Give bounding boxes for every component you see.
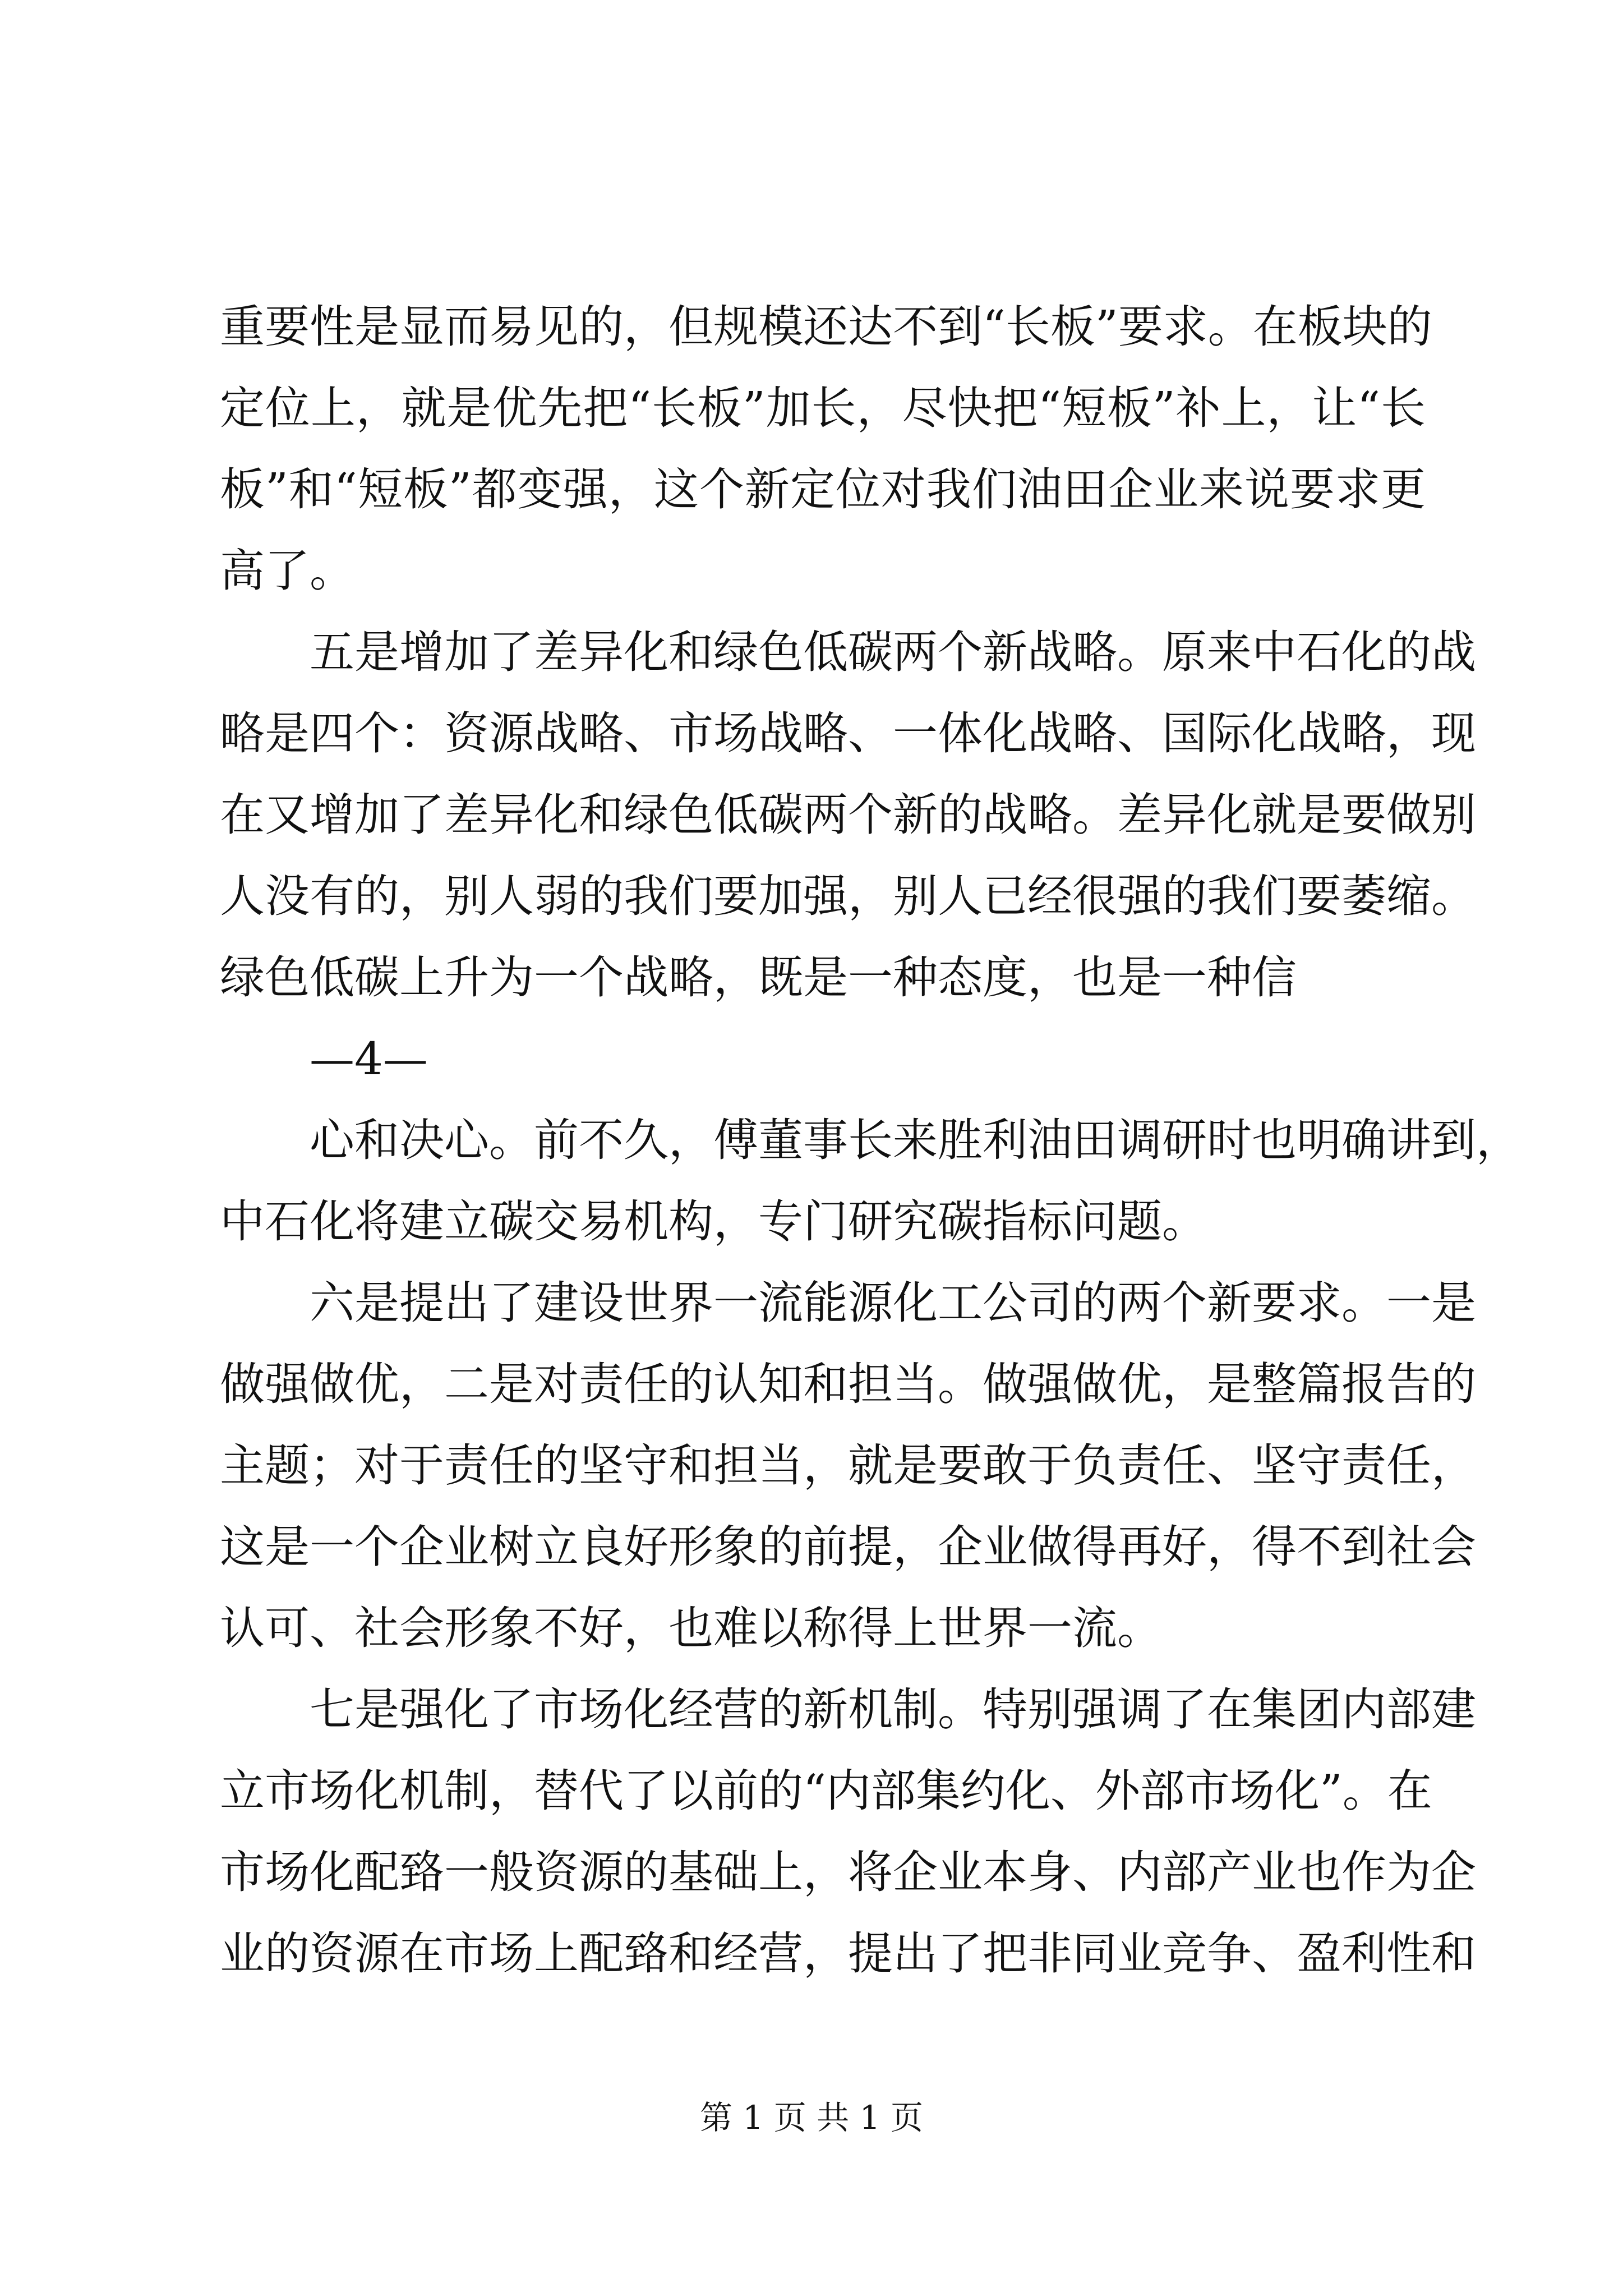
paragraph-line: 六是提出了建设世界一流能源化工公司的两个新要求。一是 <box>310 1277 1476 1329</box>
paragraph-line: 高了。 <box>220 545 354 597</box>
paragraph-line: 略是四个：资源战略、市场战略、一体化战略、国际化战略，现 <box>220 707 1476 760</box>
paragraph-line: 中石化将建立碳交易机构，专门研究碳指标问题。 <box>220 1195 1207 1248</box>
paragraph-line: 七是强化了市场化经营的新机制。特别强调了在集团内部建 <box>310 1683 1476 1736</box>
paragraph-3 <box>220 1099 1521 1262</box>
page-number-marker: —4— <box>310 1033 428 1085</box>
paragraph-5 <box>220 1669 1476 1994</box>
paragraph-line: 业的资源在市场上配臵和经营，提出了把非同业竞争、盈利性和 <box>220 1927 1476 1980</box>
paragraph-line: 心和决心。前不久，傅董事长来胜利油田调研时也明确讲到， <box>310 1114 1521 1166</box>
paragraph-line: 绿色低碳上升为一个战略，既是一种态度，也是一种信 <box>220 951 1297 1004</box>
paragraph-line: 做强做优，二是对责任的认知和担当。做强做优，是整篇报告的 <box>220 1358 1476 1410</box>
paragraph-line: 板”和“短板”都变强，这个新定位对我们油田企业来说要求更 <box>220 463 1426 516</box>
paragraph-line: 人没有的，别人弱的我们要加强，别人已经很强的我们要萎缩。 <box>220 870 1476 922</box>
paragraph-1 <box>220 286 1432 611</box>
paragraph-line: 主题；对于责任的坚守和担当，就是要敢于负责任、坚守责任， <box>220 1439 1476 1492</box>
paragraph-line: 定位上，就是优先把“长板”加长，尽快把“短板”补上，让“长 <box>220 382 1426 434</box>
page-footer: 第 1 页 共 1 页 <box>700 2099 923 2137</box>
paragraph-2 <box>220 611 1476 1018</box>
paragraph-line: 五是增加了差异化和绿色低碳两个新战略。原来中石化的战 <box>310 626 1476 678</box>
paragraph-line: 立市场化机制，替代了以前的“内部集约化、外部市场化”。在 <box>220 1765 1432 1817</box>
paragraph-line: 认可、社会形象不好，也难以称得上世界一流。 <box>220 1602 1162 1654</box>
paragraph-line: 市场化配臵一般资源的基础上，将企业本身、内部产业也作为企 <box>220 1846 1476 1898</box>
paragraph-4 <box>220 1262 1476 1669</box>
document-body <box>220 286 1521 1994</box>
paragraph-line: 这是一个企业树立良好形象的前提，企业做得再好，得不到社会 <box>220 1521 1476 1573</box>
paragraph-line: 重要性是显而易见的，但规模还达不到“长板”要求。在板块的 <box>220 301 1432 353</box>
paragraph-line: 在又增加了差异化和绿色低碳两个新的战略。差异化就是要做别 <box>220 789 1476 841</box>
